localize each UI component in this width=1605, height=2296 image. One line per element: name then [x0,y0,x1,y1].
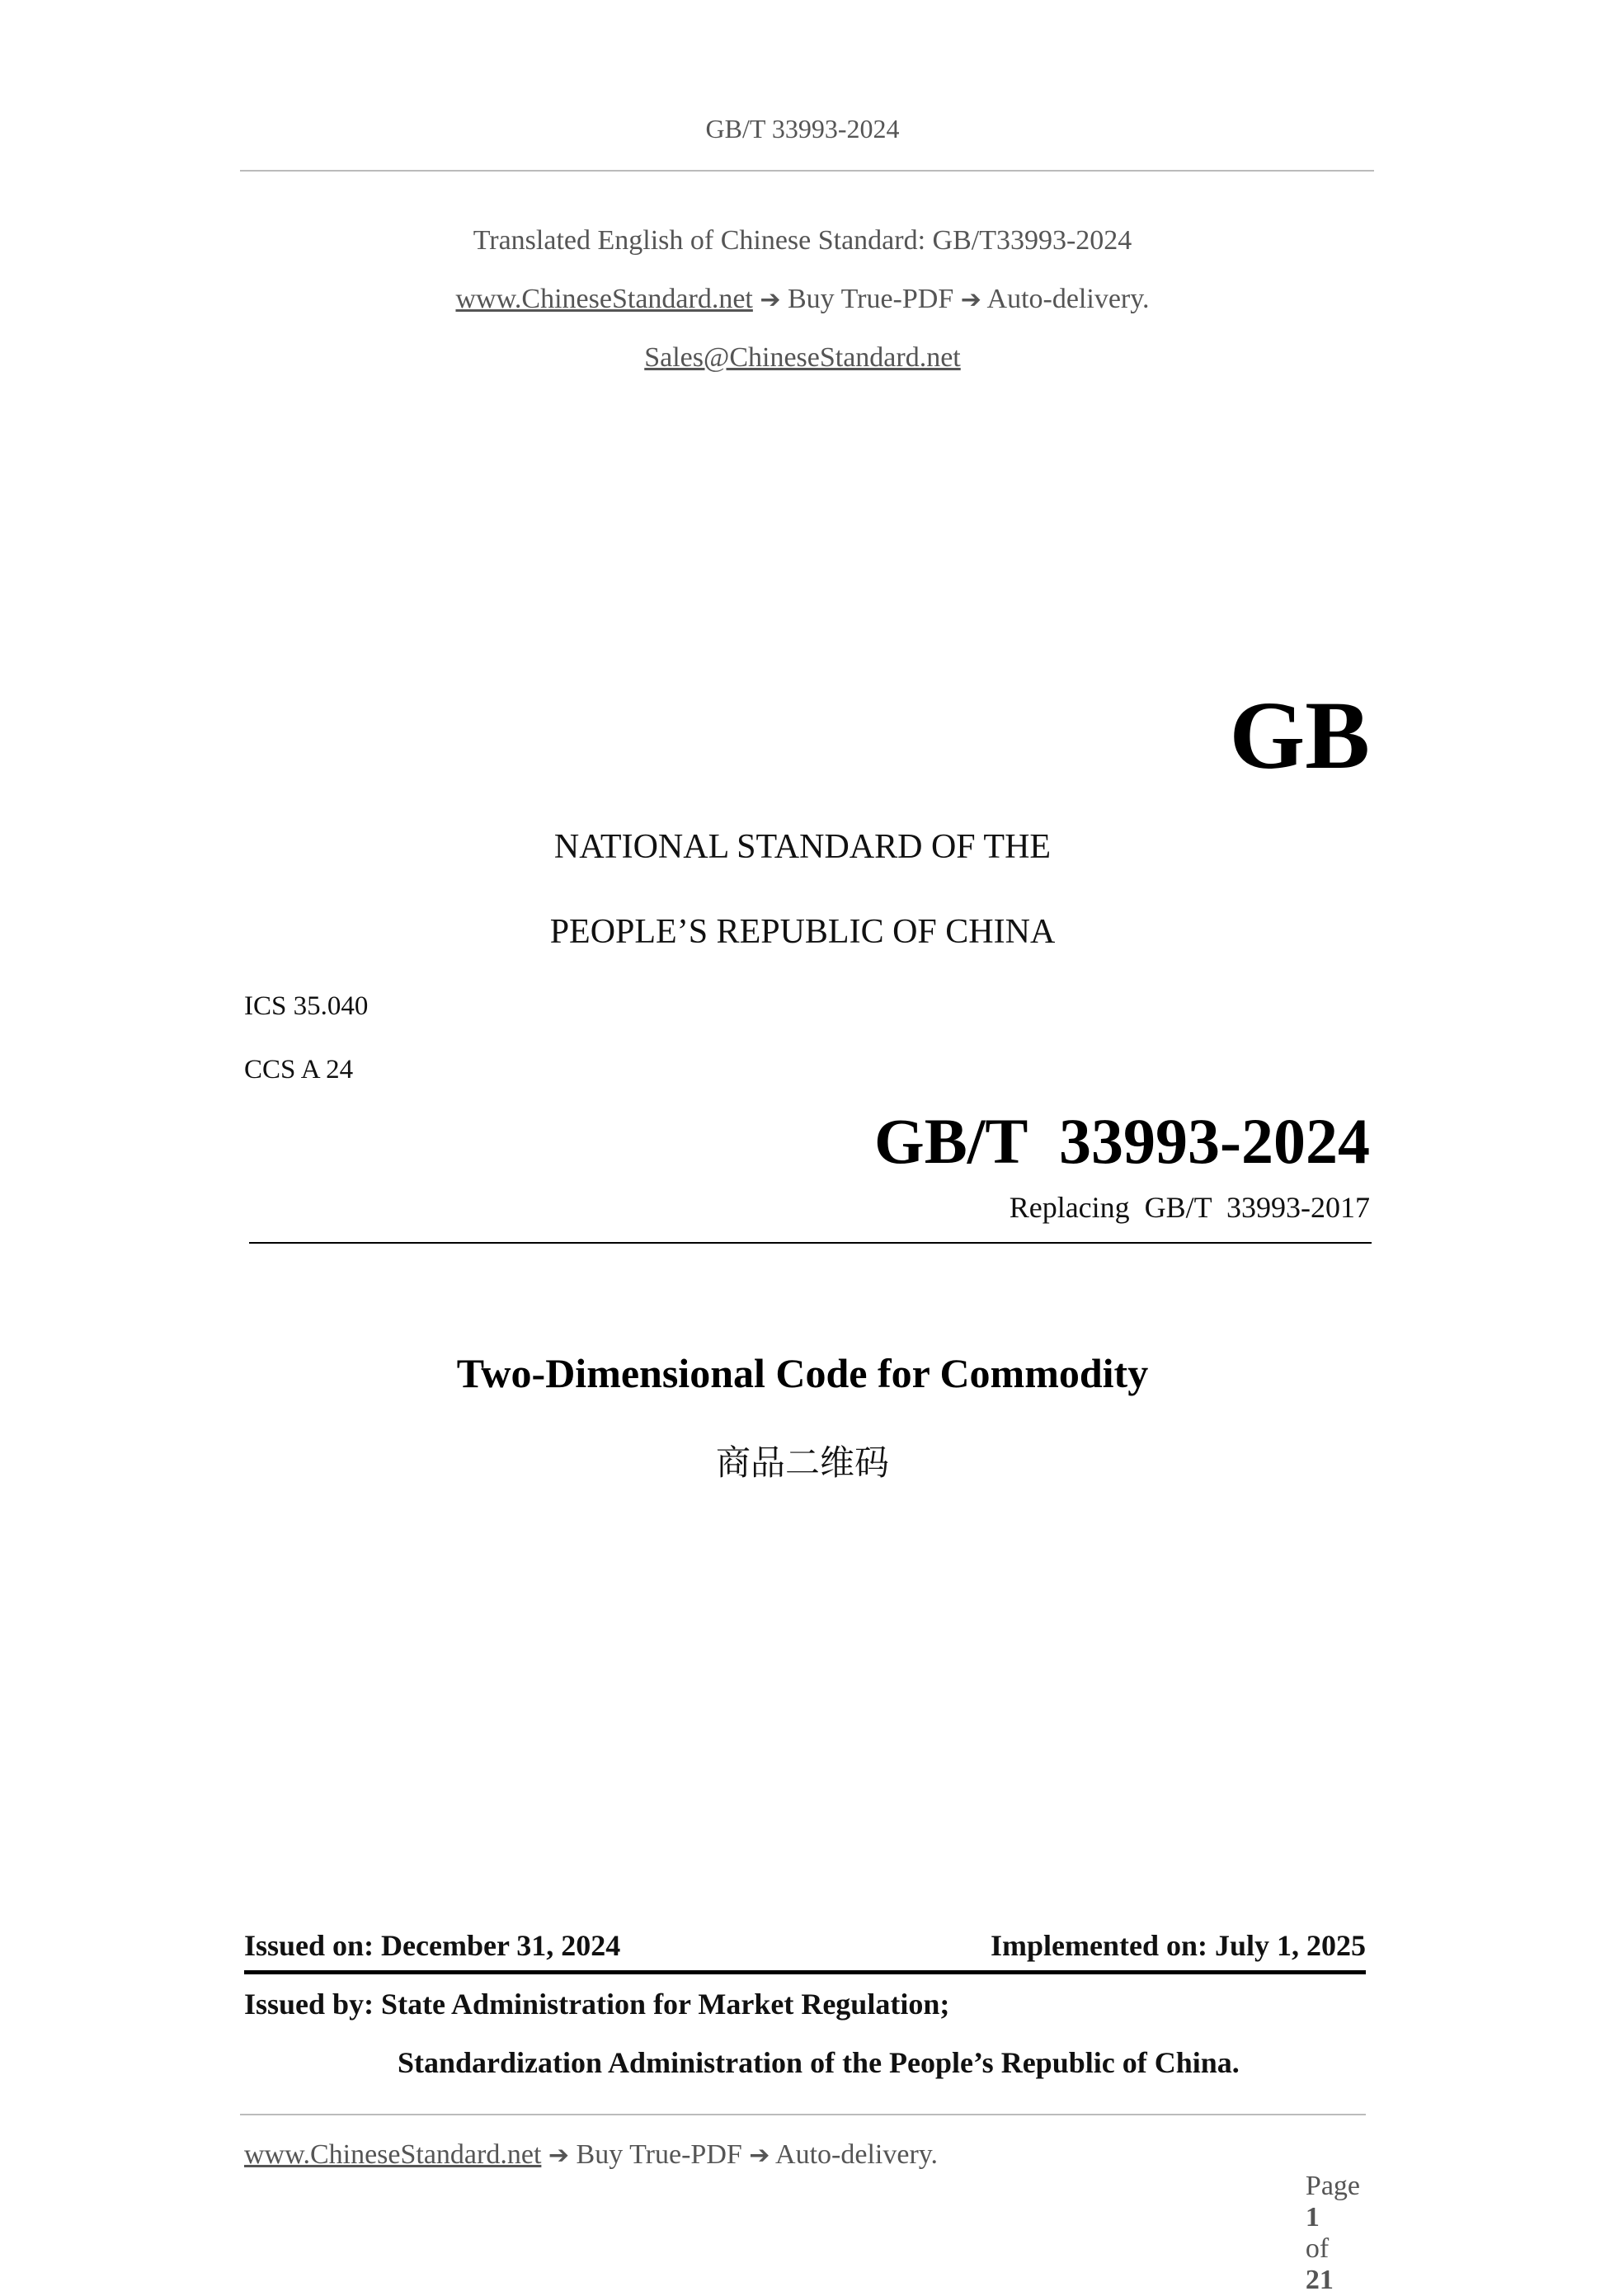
header-divider [240,170,1374,172]
page-current: 1 [1305,2202,1320,2232]
title-divider [249,1242,1372,1244]
email-line [0,342,1605,374]
arrow-right-icon: ➔ [960,285,981,314]
ics-code: ICS 35.040 [244,991,369,1021]
arrow-right-icon: ➔ [749,2141,770,2170]
issued-by: Issued by: State Administration for Market Regulation; [244,1988,950,2021]
title-english: Two-Dimensional Code for Commodity [456,1350,1149,1396]
replacing-standard: Replacing GB/T 33993-2017 [1009,1191,1370,1224]
site-link[interactable]: www.ChineseStandard.net [455,284,753,314]
standard-number: GB/T 33993-2024 [874,1105,1370,1177]
title-chinese: 商品二维码 [715,1442,889,1483]
footer-site-link[interactable]: www.ChineseStandard.net [244,2139,542,2170]
page-of: of [1305,2233,1330,2264]
footer-divider [240,2114,1366,2115]
running-header: GB/T 33993-2024 [705,114,900,144]
translation-notice: Translated English of Chinese Standard: GB/T33993-2024 [473,225,1132,256]
national-standard-line2: PEOPLE’S REPUBLIC OF CHINA [549,913,1056,951]
national-standard-line1: NATIONAL STANDARD OF THE [553,828,1052,866]
auto-delivery-text: Auto-delivery. [986,284,1150,314]
page-indicator [1292,2139,1360,2296]
arrow-right-icon: ➔ [548,2141,570,2170]
footer-buy-text: Buy True-PDF [576,2139,742,2170]
issued-by-second: Standardization Administration of the People’s Republic of China. [398,2046,1240,2079]
ccs-code: CCS A 24 [244,1055,354,1084]
issue-divider [244,1970,1366,1974]
buy-true-pdf-text: Buy True-PDF [788,284,954,314]
arrow-right-icon: ➔ [760,285,781,314]
sales-email-link[interactable]: Sales@ChineseStandard.net [644,342,961,373]
gb-mark: GB [1229,681,1370,789]
page-total: 21 [1305,2265,1334,2295]
footer-purchase-line [244,2139,938,2171]
footer-delivery-text: Auto-delivery. [775,2139,939,2170]
page-label: Page [1305,2171,1360,2201]
implemented-on: Implemented on: July 1, 2025 [990,1929,1366,1962]
issued-on: Issued on: December 31, 2024 [244,1929,621,1962]
purchase-line [0,284,1605,315]
